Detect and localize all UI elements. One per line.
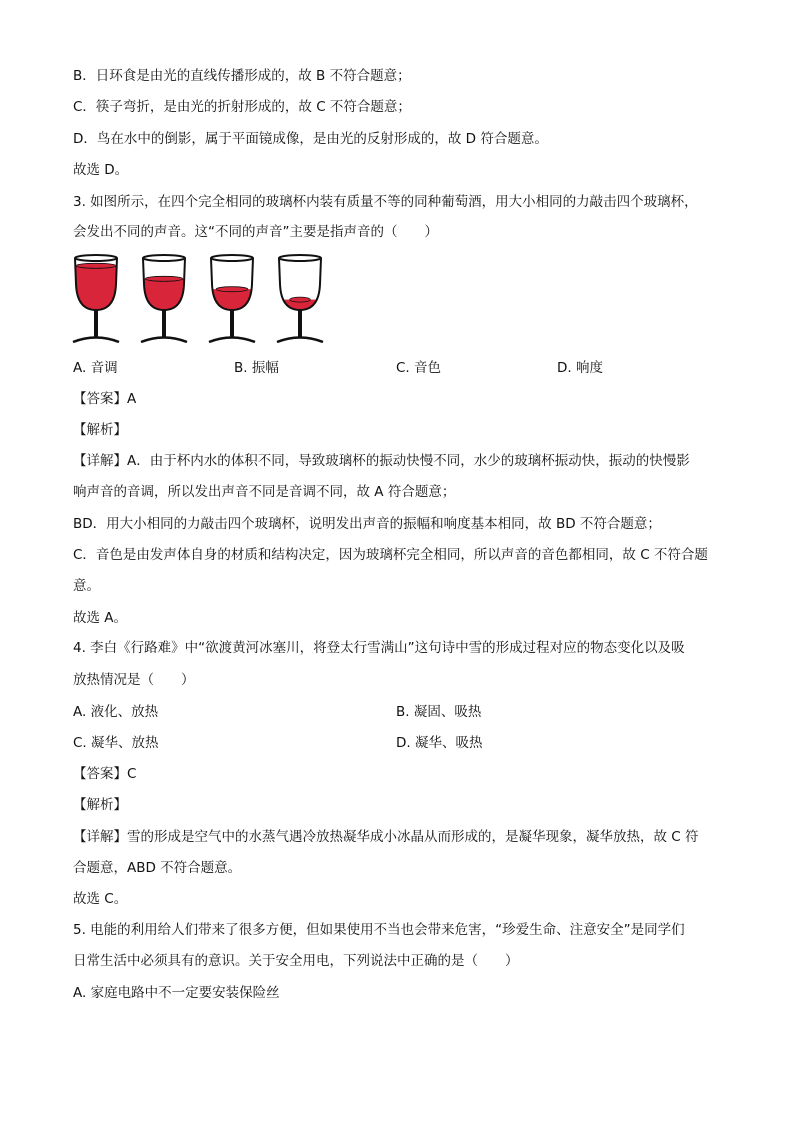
question-5-stem: 5. 电能的利用给人们带来了很多方便，但如果使用不当也会带来危害，“珍爱生命、注意安全”是同学们	[73, 922, 685, 938]
question-3-stem: 会发出不同的声音。这“不同的声音”主要是指声音的（ ）	[73, 224, 438, 240]
text-line: 故选 D。	[73, 162, 129, 178]
wine-fill	[141, 279, 187, 312]
glass-rim	[211, 255, 253, 261]
question-5-stem: 日常生活中必须具有的意识。关于安全用电，下列说法中正确的是（ ）	[73, 953, 519, 969]
q3-answer: 【答案】A	[73, 391, 137, 407]
wine-surface	[290, 297, 311, 302]
q3-detail: BD．用大小相同的力敲击四个玻璃杯，说明发出声音的振幅和响度基本相同，故 BD 不符合题意；	[73, 516, 661, 532]
q4-option-d: D. 凝华、吸热	[396, 735, 483, 751]
question-3-stem: 3. 如图所示，在四个完全相同的玻璃杯内装有质量不等的同种葡萄酒，用大小相同的力敲击四个玻璃杯，	[73, 194, 698, 210]
question-4-stem: 放热情况是（ ）	[73, 672, 195, 688]
q4-analysis-label: 【解析】	[73, 797, 127, 813]
q4-detail: 合题意，ABD 不符合题意。	[73, 860, 242, 876]
glass-rim	[279, 255, 321, 261]
wine-surface	[145, 276, 183, 281]
q3-detail: 【详解】A．由于杯内水的体积不同，导致玻璃杯的振动快慢不同，水少的玻璃杯振动快，振动的快慢影	[73, 453, 690, 469]
q3-option-b: B. 振幅	[234, 360, 279, 376]
q4-answer: 【答案】C	[73, 766, 137, 782]
q3-option-c: C. 音色	[396, 360, 442, 376]
q3-analysis-label: 【解析】	[73, 422, 127, 438]
glass-base	[277, 338, 323, 343]
q3-detail: 意。	[73, 578, 100, 594]
text-line: C．筷子弯折，是由光的折射形成的，故 C 不符合题意；	[73, 99, 411, 115]
q3-detail: 响声音的音调，所以发出声音不同是音调不同，故 A 符合题意；	[73, 484, 456, 500]
q4-option-c: C. 凝华、放热	[73, 735, 159, 751]
glass-base	[73, 338, 119, 343]
q3-option-d: D. 响度	[557, 360, 603, 376]
wine-surface	[216, 287, 248, 292]
q4-detail: 【详解】雪的形成是空气中的水蒸气遇冷放热凝华成小冰晶从而形成的，是凝华现象，凝华放热，故 C 符	[73, 829, 699, 845]
q4-choose: 故选 C。	[73, 891, 128, 907]
wine-glasses-figure	[70, 254, 330, 346]
q3-option-a: A. 音调	[73, 360, 118, 376]
q5-option-a: A. 家庭电路中不一定要安装保险丝	[73, 985, 280, 1001]
wine-fill	[73, 266, 119, 312]
q4-option-a: A. 液化、放热	[73, 704, 159, 720]
q3-choose: 故选 A。	[73, 610, 128, 626]
text-line: B．日环食是由光的直线传播形成的，故 B 不符合题意；	[73, 68, 411, 84]
glass-rim	[75, 255, 117, 261]
glass-base	[209, 338, 255, 343]
q4-option-b: B. 凝固、吸热	[396, 704, 482, 720]
glass-base	[141, 338, 187, 343]
q3-detail: C．音色是由发声体自身的材质和结构决定，因为玻璃杯完全相同，所以声音的音色都相同，故 C 不符合题	[73, 547, 708, 563]
wine-glass	[141, 255, 187, 342]
wine-glass	[73, 255, 119, 342]
wine-glass	[277, 255, 323, 342]
wine-glass	[209, 255, 255, 342]
text-line: D．鸟在水中的倒影，属于平面镜成像，是由光的反射形成的，故 D 符合题意。	[73, 131, 548, 147]
wine-surface	[76, 263, 116, 268]
glass-rim	[143, 255, 185, 261]
question-4-stem: 4. 李白《行路难》中“欲渡黄河冰塞川，将登太行雪满山”这句诗中雪的形成过程对应的物态变化以及吸	[73, 640, 685, 656]
